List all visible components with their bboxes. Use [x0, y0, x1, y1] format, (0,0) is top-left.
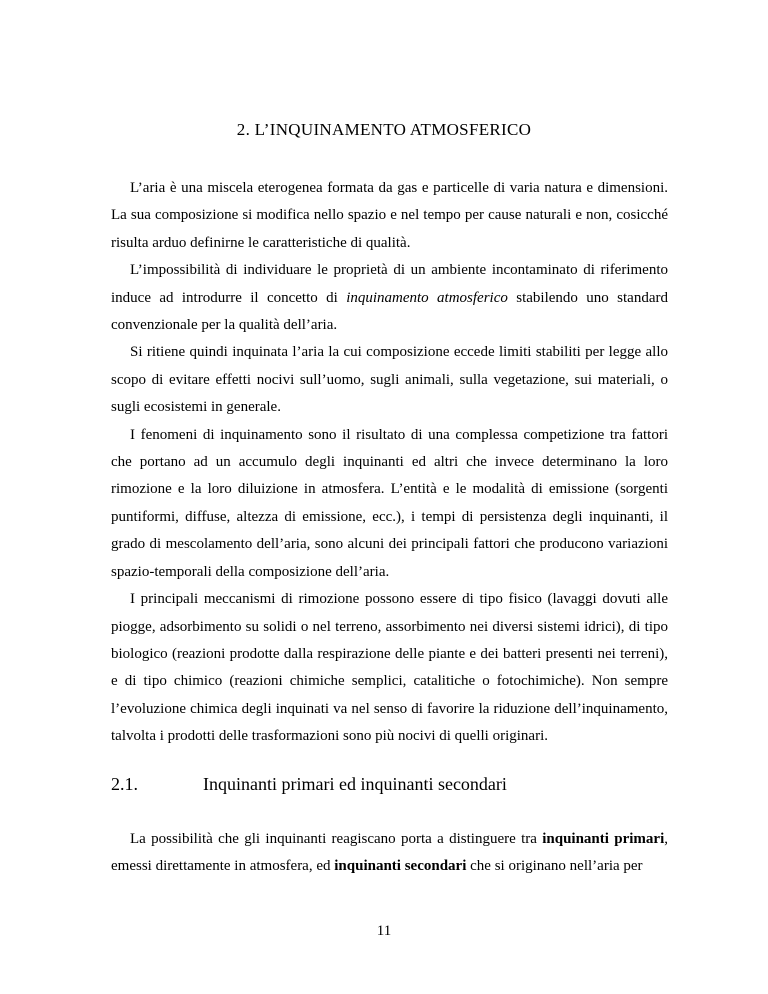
section-text-block — [111, 826, 668, 881]
paragraph-3: Si ritiene quindi inquinata l’aria la cui composizione eccede limiti stabiliti per legge allo scopo di evitare effetti nocivi sull’uomo, sugli animali, sulla vegetazione, sui materiali, o sugli ecosistemi in generale. — [111, 344, 668, 416]
section-paragraph-text-3: che si originano nell’aria per — [466, 858, 643, 875]
term-inquinamento-atmosferico: inquinamento atmosferico — [346, 289, 508, 306]
paragraph-2 — [111, 257, 668, 339]
section-paragraph-text-1: La possibilità che gli inquinanti reagiscano porta a distinguere tra — [130, 831, 543, 847]
paragraph-4: I fenomeni di inquinamento sono il risultato di una complessa competizione tra fattori che portano ad un accumulo degli inquinanti ed altri che invece determinano la loro rimozione e la loro diluizione in atmosfera. L’entità e le modalità di emissione (sorgenti puntiformi, diffuse, altezza di emissione, ecc.), i tempi di persistenza degli inquinanti, il grado di mescolamento dell’aria, sono alcuni dei principali fattori che producono variazioni spazio-temporali della composizione dell’aria. — [111, 426, 668, 580]
paragraph-2-text-before: L’impossibilità di individuare le proprietà di un ambiente incontaminato di riferimento induce ad introdurre il concetto di — [111, 262, 668, 306]
term-inquinanti-primari: inquinanti primari — [542, 831, 665, 847]
section-number: 2.1. — [111, 774, 138, 794]
section-title: Inquinanti primari ed inquinanti secondari — [203, 774, 507, 794]
chapter-title: 2. L’INQUINAMENTO ATMOSFERICO — [236, 120, 532, 139]
section-paragraph-1 — [111, 826, 668, 881]
section-heading — [111, 774, 668, 795]
page-number: 11 — [376, 923, 392, 939]
paragraph-2-text-after: stabilendo uno standard convenzionale per la qualità dell’aria. — [111, 289, 668, 334]
term-inquinanti-secondari: inquinanti secondari — [334, 858, 467, 875]
paragraph-1: L’aria è una miscela eterogenea formata da gas e particelle di varia natura e dimensioni. La sua composizione si modifica nello spazio e nel tempo per cause naturali e non, cosicché risulta arduo definirne le caratteristiche di qualità. — [111, 180, 668, 251]
intro-text-block — [111, 175, 668, 751]
paragraph-5: I principali meccanismi di rimozione possono essere di tipo fisico (lavaggi dovuti alle piogge, adsorbimento su solidi o nel terreno, assorbimento nei diversi sistemi idrici), di tipo biologico (reazioni prodotte dalla respirazione delle piante e dei batteri presenti nei terreni), e di tipo chimico (reazioni chimiche semplici, catalitiche o fotochimiche). Non sempre l’evoluzione chimica degli inquinati va nel senso di favorire la riduzione dell’inquinamento, talvolta i prodotti delle trasformazioni sono più nocivi di quelli originari. — [111, 591, 668, 745]
section-paragraph-text-2: , emessi direttamente in atmosfera, ed — [111, 831, 668, 875]
